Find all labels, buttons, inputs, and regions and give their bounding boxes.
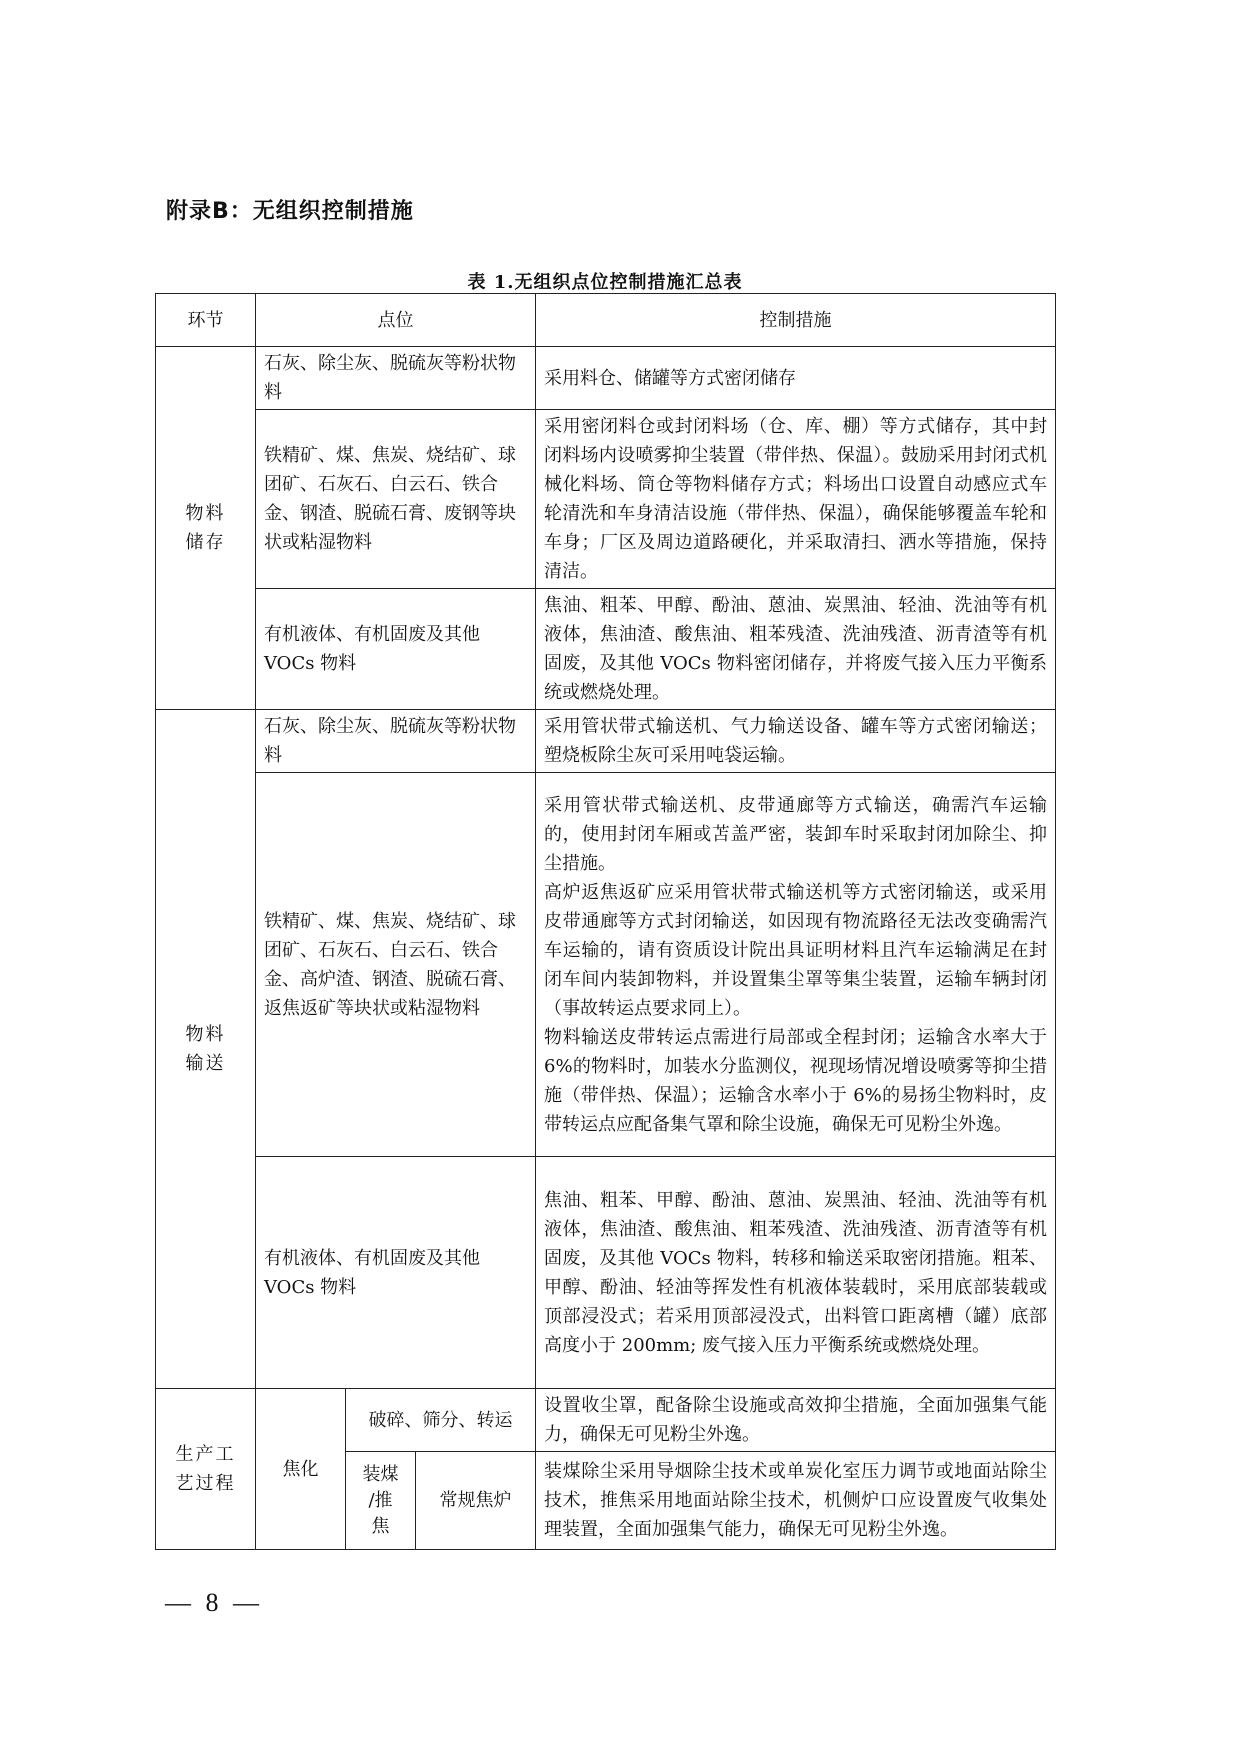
measure-cell bbox=[536, 773, 1056, 1157]
stage-label-line1: 物料 bbox=[185, 1024, 226, 1045]
point-cell: 有机液体、有机固废及其他VOCs 物料 bbox=[256, 1157, 536, 1389]
point-cell: 石灰、除尘灰、脱硫灰等粉状物料 bbox=[256, 347, 536, 410]
point-cell: 铁精矿、煤、焦炭、烧结矿、球团矿、石灰石、白云石、铁合金、高炉渣、钢渣、脱硫石膏、返焦返矿等块状或粘湿物料 bbox=[256, 773, 536, 1157]
stage-label-line2: 储存 bbox=[185, 532, 226, 553]
table-row bbox=[156, 773, 1056, 1157]
measure-cell: 装煤除尘采用导烟除尘技术或单炭化室压力调节或地面站除尘技术，推焦采用地面站除尘技术，机侧炉口应设置废气收集处理装置，全面加强集气能力，确保无可见粉尘外逸。 bbox=[536, 1452, 1056, 1550]
control-measures-table bbox=[155, 293, 1056, 1550]
stage-label-line1: 物料 bbox=[185, 503, 226, 524]
measure-paragraph-1: 采用管状带式输送机、皮带通廊等方式输送，确需汽车运输的，使用封闭车厢或苫盖严密，装卸车时采取封闭加除尘、抑尘措施。 bbox=[544, 794, 1048, 874]
table-header-row bbox=[156, 294, 1056, 347]
stage-label-line2: 艺过程 bbox=[175, 1473, 236, 1494]
operation-line1: 装煤 bbox=[362, 1463, 399, 1485]
table-row bbox=[156, 410, 1056, 589]
operation-line2: /推 bbox=[368, 1489, 393, 1511]
sub-stage-coking: 焦化 bbox=[256, 1389, 346, 1550]
header-stage: 环节 bbox=[156, 294, 256, 347]
measure-cell: 采用料仓、储罐等方式密闭储存 bbox=[536, 347, 1056, 410]
measure-cell: 焦油、粗苯、甲醇、酚油、蒽油、炭黑油、轻油、洗油等有机液体，焦油渣、酸焦油、粗苯残渣、洗油残渣、沥青渣等有机固废，及其他 VOCs 物料，转移和输送采取密闭措施。粗苯、甲醇、酚油、轻油等挥发性有机液体装载时，采用底部装载或顶部浸没式；若采用顶部浸没式，出料管口距离槽（罐）底部高度小于 200mm; 废气接入压力平衡系统或燃烧处理。 bbox=[536, 1157, 1056, 1389]
stage-cell-transport bbox=[156, 710, 256, 1389]
point-cell: 石灰、除尘灰、脱硫灰等粉状物料 bbox=[256, 710, 536, 773]
stage-label-line2: 输送 bbox=[185, 1053, 226, 1074]
point-cell: 破碎、筛分、转运 bbox=[346, 1389, 536, 1452]
measure-paragraph-2: 高炉返焦返矿应采用管状带式输送机等方式密闭输送，或采用皮带通廊等方式封闭输送，如因现有物流路径无法改变确需汽车运输的，请有资质设计院出具证明材料且汽车运输满足在封闭车间内装卸物料，并设置集尘罩等集尘装置，运输车辆封闭（事故转运点要求同上）。 bbox=[544, 881, 1048, 1019]
table-row bbox=[156, 710, 1056, 773]
stage-cell-process bbox=[156, 1389, 256, 1550]
measure-cell: 设置收尘罩，配备除尘设施或高效抑尘措施，全面加强集气能力，确保无可见粉尘外逸。 bbox=[536, 1389, 1056, 1452]
point-cell: 有机液体、有机固废及其他VOCs 物料 bbox=[256, 589, 536, 710]
table-row bbox=[156, 1157, 1056, 1389]
measure-cell: 采用管状带式输送机、气力输送设备、罐车等方式密闭输送；塑烧板除尘灰可采用吨袋运输。 bbox=[536, 710, 1056, 773]
header-point: 点位 bbox=[256, 294, 536, 347]
table-caption: 表 1.无组织点位控制措施汇总表 bbox=[467, 272, 743, 293]
operation-cell bbox=[346, 1452, 416, 1550]
measure-cell: 采用密闭料仓或封闭料场（仓、库、棚）等方式储存，其中封闭料场内设喷雾抑尘装置（带伴热、保温）。鼓励采用封闭式机械化料场、筒仓等物料储存方式；料场出口设置自动感应式车轮清洗和车身清洁设施（带伴热、保温），确保能够覆盖车轮和车身；厂区及周边道路硬化，并采取清扫、洒水等措施，保持清洁。 bbox=[536, 410, 1056, 589]
table-row bbox=[156, 347, 1056, 410]
point-cell: 铁精矿、煤、焦炭、烧结矿、球团矿、石灰石、白云石、铁合金、钢渣、脱硫石膏、废钢等块状或粘湿物料 bbox=[256, 410, 536, 589]
measure-paragraph-3: 物料输送皮带转运点需进行局部或全程封闭；运输含水率大于 6%的物料时，加装水分监测仪，视现场情况增设喷雾等抑尘措施（带伴热、保温）；运输含水率小于 6%的易扬尘物料时，皮带转运点应配备集气罩和除尘设施，确保无可见粉尘外逸。 bbox=[544, 1026, 1048, 1135]
stage-label-line1: 生产工 bbox=[175, 1444, 236, 1465]
operation-line3: 焦 bbox=[371, 1515, 390, 1537]
stage-cell-storage bbox=[156, 347, 256, 710]
measure-cell: 焦油、粗苯、甲醇、酚油、蒽油、炭黑油、轻油、洗油等有机液体，焦油渣、酸焦油、粗苯残渣、洗油残渣、沥青渣等有机固废，及其他 VOCs 物料密闭储存，并将废气接入压力平衡系统或燃烧处理。 bbox=[536, 589, 1056, 710]
table-row bbox=[156, 589, 1056, 710]
header-measure: 控制措施 bbox=[536, 294, 1056, 347]
appendix-title: 附录B：无组织控制措施 bbox=[166, 199, 414, 224]
point-cell: 常规焦炉 bbox=[416, 1452, 536, 1550]
page-number: — 8 — bbox=[165, 1588, 263, 1617]
table-row bbox=[156, 1389, 1056, 1452]
